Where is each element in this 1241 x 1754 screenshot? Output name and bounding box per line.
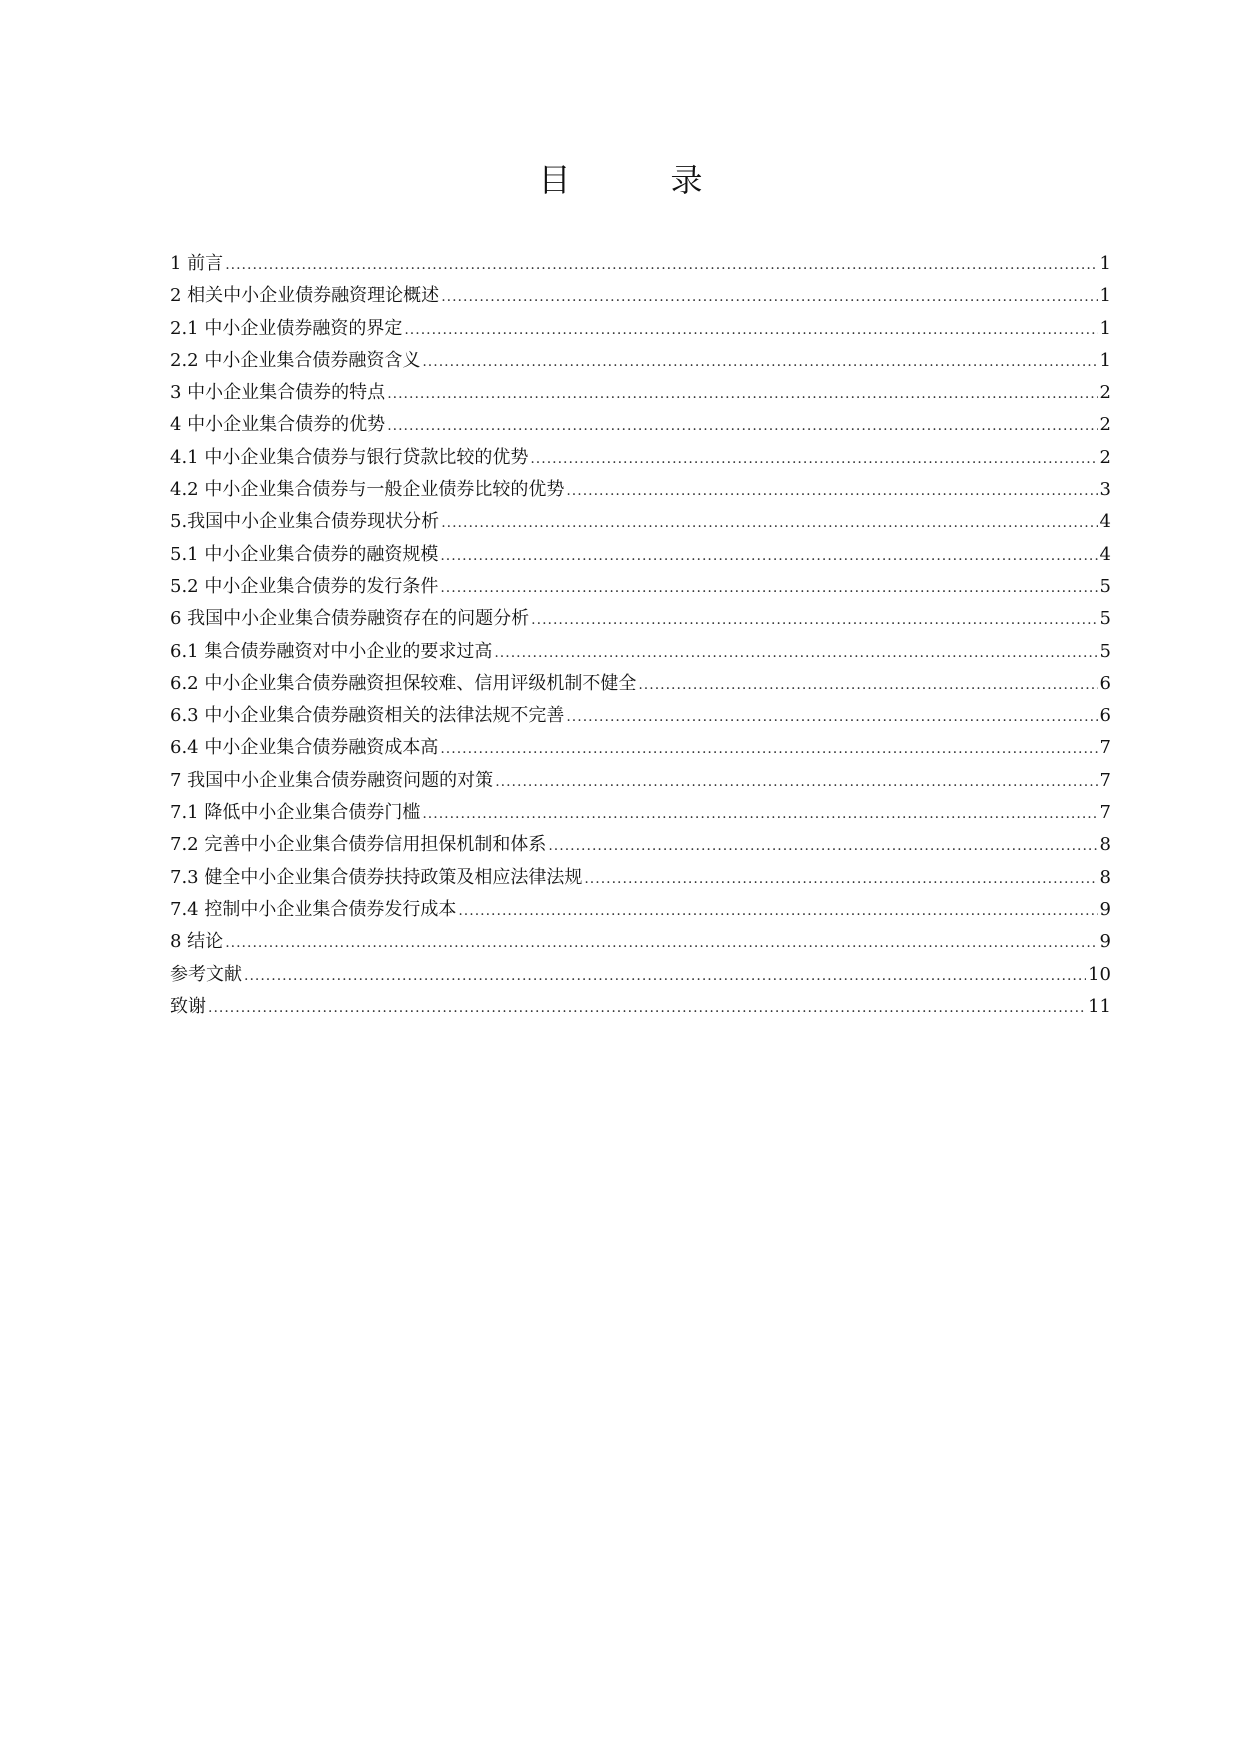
toc-entry[interactable]	[170, 700, 1111, 732]
toc-dot-leader	[225, 249, 1097, 281]
toc-entry-page-number: 9	[1099, 898, 1111, 920]
toc-entry[interactable]	[170, 345, 1111, 377]
toc-entry[interactable]	[170, 991, 1111, 1023]
toc-entry[interactable]	[170, 797, 1111, 829]
toc-entry-label: 5.1 中小企业集合债券的融资规模	[170, 543, 439, 565]
toc-entry-label: 1 前言	[170, 253, 224, 274]
toc-entry[interactable]	[170, 506, 1111, 538]
toc-dot-leader	[638, 669, 1097, 701]
toc-entry-page-number: 1	[1099, 349, 1111, 371]
toc-entry[interactable]	[170, 636, 1111, 668]
toc-entry-label: 7.2 完善中小企业集合债券信用担保机制和体系	[170, 834, 547, 856]
toc-entry-page-number: 8	[1099, 866, 1111, 888]
toc-dot-leader	[566, 701, 1097, 733]
toc-title: 目 录	[538, 161, 737, 199]
toc-entry-page-number: 9	[1099, 931, 1111, 953]
toc-entry-page-number: 3	[1099, 479, 1111, 501]
toc-entry[interactable]	[170, 313, 1111, 345]
toc-entry-label: 2.2 中小企业集合债券融资含义	[170, 349, 421, 371]
toc-entry-label: 6.1 集合债券融资对中小企业的要求过高	[170, 640, 493, 662]
toc-entry-page-number: 4	[1099, 511, 1111, 533]
toc-entry[interactable]	[170, 959, 1111, 991]
toc-list	[170, 248, 1111, 1023]
toc-entry-label: 7 我国中小企业集合债券融资问题的对策	[170, 769, 494, 791]
toc-entry-label: 3 中小企业集合债券的特点	[170, 382, 386, 404]
toc-dot-leader	[584, 863, 1097, 895]
toc-dot-leader	[566, 475, 1097, 507]
toc-entry-page-number: 1	[1099, 285, 1111, 307]
toc-entry-label: 8 结论	[170, 931, 224, 953]
toc-entry[interactable]	[170, 409, 1111, 441]
toc-dot-leader	[441, 507, 1097, 539]
toc-entry-label: 7.1 降低中小企业集合债券门槛	[170, 802, 421, 824]
toc-entry-page-number: 8	[1099, 834, 1111, 856]
toc-dot-leader	[441, 281, 1097, 313]
toc-entry[interactable]	[170, 442, 1111, 474]
toc-entry-page-number: 1	[1099, 317, 1111, 339]
toc-dot-leader	[422, 798, 1097, 830]
toc-dot-leader	[440, 540, 1097, 572]
toc-entry[interactable]	[170, 668, 1111, 700]
toc-entry-label: 6.2 中小企业集合债券融资担保较难、信用评级机制不健全	[170, 672, 637, 694]
toc-entry-label: 参考文献	[170, 963, 242, 985]
toc-entry-page-number: 2	[1099, 382, 1111, 404]
toc-dot-leader	[548, 830, 1097, 862]
toc-entry-page-number: 5	[1099, 640, 1111, 662]
toc-dot-leader	[244, 960, 1086, 992]
toc-entry-page-number: 2	[1099, 446, 1111, 468]
toc-entry[interactable]	[170, 765, 1111, 797]
toc-dot-leader	[422, 346, 1097, 378]
toc-entry-label: 2 相关中小企业债券融资理论概述	[170, 285, 440, 307]
toc-dot-leader	[531, 604, 1097, 636]
toc-entry[interactable]	[170, 894, 1111, 926]
toc-dot-leader	[530, 443, 1097, 475]
toc-dot-leader	[440, 733, 1097, 765]
toc-entry[interactable]	[170, 862, 1111, 894]
toc-entry-label: 2.1 中小企业债券融资的界定	[170, 317, 403, 339]
toc-entry-label: 致谢	[170, 995, 206, 1017]
toc-entry-page-number: 1	[1099, 253, 1111, 274]
toc-entry-label: 5.我国中小企业集合债券现状分析	[170, 511, 440, 533]
toc-entry-page-number: 2	[1099, 414, 1111, 436]
toc-dot-leader	[494, 637, 1097, 669]
toc-entry-page-number: 10	[1088, 963, 1111, 985]
toc-dot-leader	[208, 992, 1086, 1024]
toc-entry[interactable]	[170, 377, 1111, 409]
toc-dot-leader	[495, 766, 1097, 798]
toc-entry-page-number: 7	[1099, 769, 1111, 791]
toc-entry[interactable]	[170, 829, 1111, 861]
toc-entry-label: 6.4 中小企业集合债券融资成本高	[170, 737, 439, 759]
toc-entry-page-number: 6	[1099, 672, 1111, 694]
toc-dot-leader	[440, 572, 1097, 604]
toc-entry-page-number: 7	[1099, 737, 1111, 759]
toc-entry-page-number: 7	[1099, 802, 1111, 824]
toc-dot-leader	[404, 314, 1097, 346]
toc-entry[interactable]	[170, 474, 1111, 506]
toc-entry-page-number: 4	[1099, 543, 1111, 565]
toc-entry-page-number: 5	[1099, 575, 1111, 597]
toc-dot-leader	[387, 410, 1097, 442]
toc-entry[interactable]	[170, 926, 1111, 958]
toc-dot-leader	[458, 895, 1097, 927]
toc-entry-label: 4 中小企业集合债券的优势	[170, 414, 386, 436]
toc-entry-page-number: 6	[1099, 705, 1111, 727]
toc-entry[interactable]	[170, 280, 1111, 312]
toc-entry-label: 7.4 控制中小企业集合债券发行成本	[170, 898, 457, 920]
toc-entry-label: 7.3 健全中小企业集合债券扶持政策及相应法律法规	[170, 866, 583, 888]
toc-entry-label: 5.2 中小企业集合债券的发行条件	[170, 575, 439, 597]
toc-entry-page-number: 11	[1088, 995, 1111, 1017]
toc-entry[interactable]	[170, 571, 1111, 603]
toc-entry[interactable]	[170, 603, 1111, 635]
toc-entry[interactable]	[170, 539, 1111, 571]
toc-dot-leader	[387, 378, 1097, 410]
toc-dot-leader	[225, 927, 1097, 959]
toc-entry-label: 6 我国中小企业集合债券融资存在的问题分析	[170, 608, 530, 630]
toc-entry-label: 4.1 中小企业集合债券与银行贷款比较的优势	[170, 446, 529, 468]
toc-entry-label: 4.2 中小企业集合债券与一般企业债券比较的优势	[170, 479, 565, 501]
toc-entry[interactable]	[170, 248, 1111, 280]
toc-entry-label: 6.3 中小企业集合债券融资相关的法律法规不完善	[170, 705, 565, 727]
toc-entry[interactable]	[170, 732, 1111, 764]
toc-entry-page-number: 5	[1099, 608, 1111, 630]
